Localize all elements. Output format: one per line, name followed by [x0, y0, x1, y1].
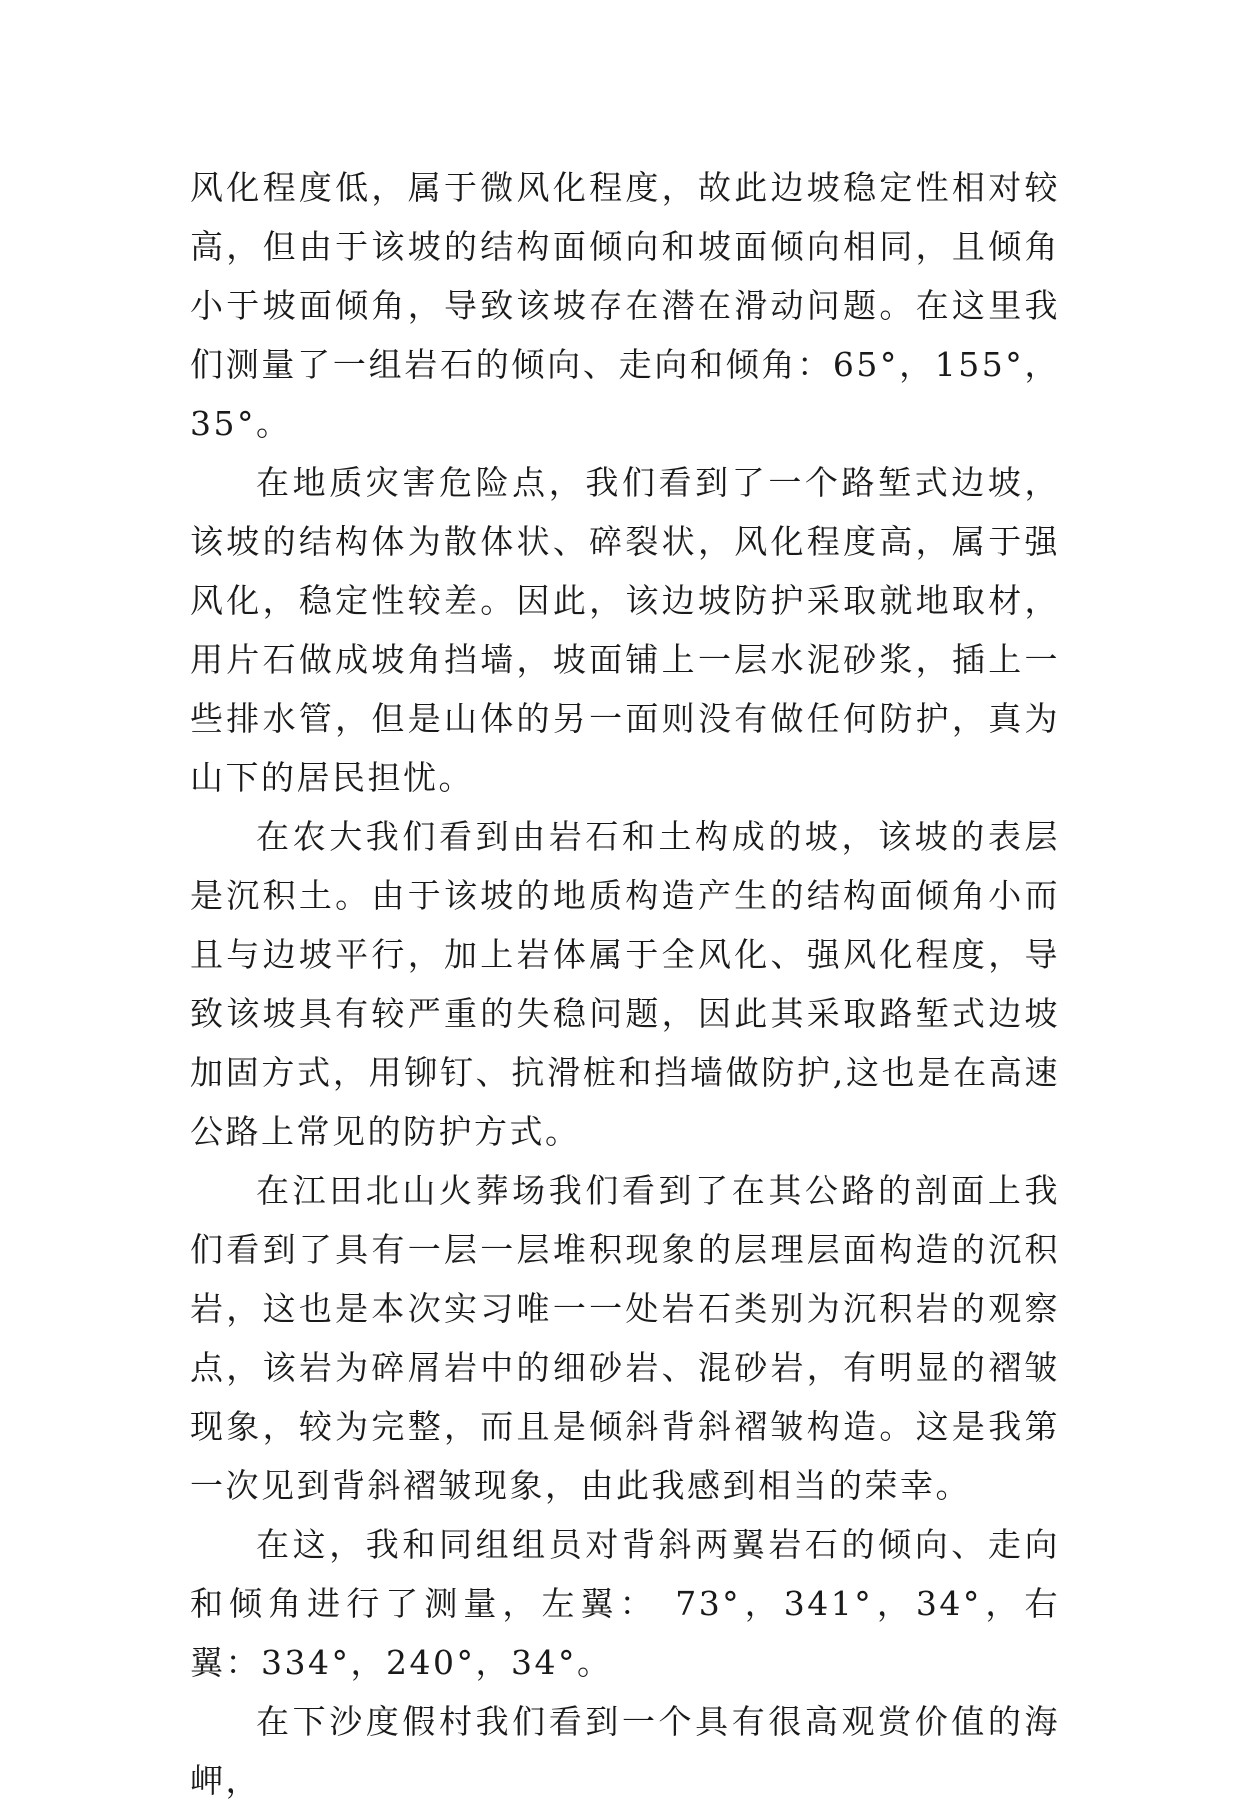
paragraph-6: 在下沙度假村我们看到一个具有很高观赏价值的海岬，: [190, 1702, 1060, 1800]
paragraph-4: 在江田北山火葬场我们看到了在其公路的剖面上我们看到了具有一层一层堆积现象的层理层面构造的沉积岩，这也是本次实习唯一一处岩石类别为沉积岩的观察点，该岩为碎屑岩中的细砂岩、混砂岩，有明显的褶皱现象，较为完整，而且是倾斜背斜褶皱构造。这是我第一次见到背斜褶皱现象，由此我感到相当的荣幸。: [190, 1171, 1060, 1505]
paragraph-5: 在这，我和同组组员对背斜两翼岩石的倾向、走向和倾角进行了测量，左翼： 73°，341°，34°，右翼：334°，240°，34°。: [190, 1525, 1060, 1682]
paragraph-3: 在农大我们看到由岩石和土构成的坡，该坡的表层是沉积土。由于该坡的地质构造产生的结构面倾角小而且与边坡平行，加上岩体属于全风化、强风化程度，导致该坡具有较严重的失稳问题，因此其采取路堑式边坡加固方式，用铆钉、抗滑桩和挡墙做防护,这也是在高速公路上常见的防护方式。: [190, 817, 1060, 1151]
paragraph-1: 风化程度低，属于微风化程度，故此边坡稳定性相对较高，但由于该坡的结构面倾向和坡面倾向相同，且倾角小于坡面倾角，导致该坡存在潜在滑动问题。在这里我们测量了一组岩石的倾向、走向和倾角：65°，155°，35°。: [190, 168, 1060, 443]
paragraph-2: 在地质灾害危险点，我们看到了一个路堑式边坡，该坡的结构体为散体状、碎裂状，风化程度高，属于强风化，稳定性较差。因此，该边坡防护采取就地取材，用片石做成坡角挡墙，坡面铺上一层水泥砂浆，插上一些排水管，但是山体的另一面则没有做任何防护，真为山下的居民担忧。: [190, 463, 1060, 797]
document-body: [190, 158, 1060, 1810]
